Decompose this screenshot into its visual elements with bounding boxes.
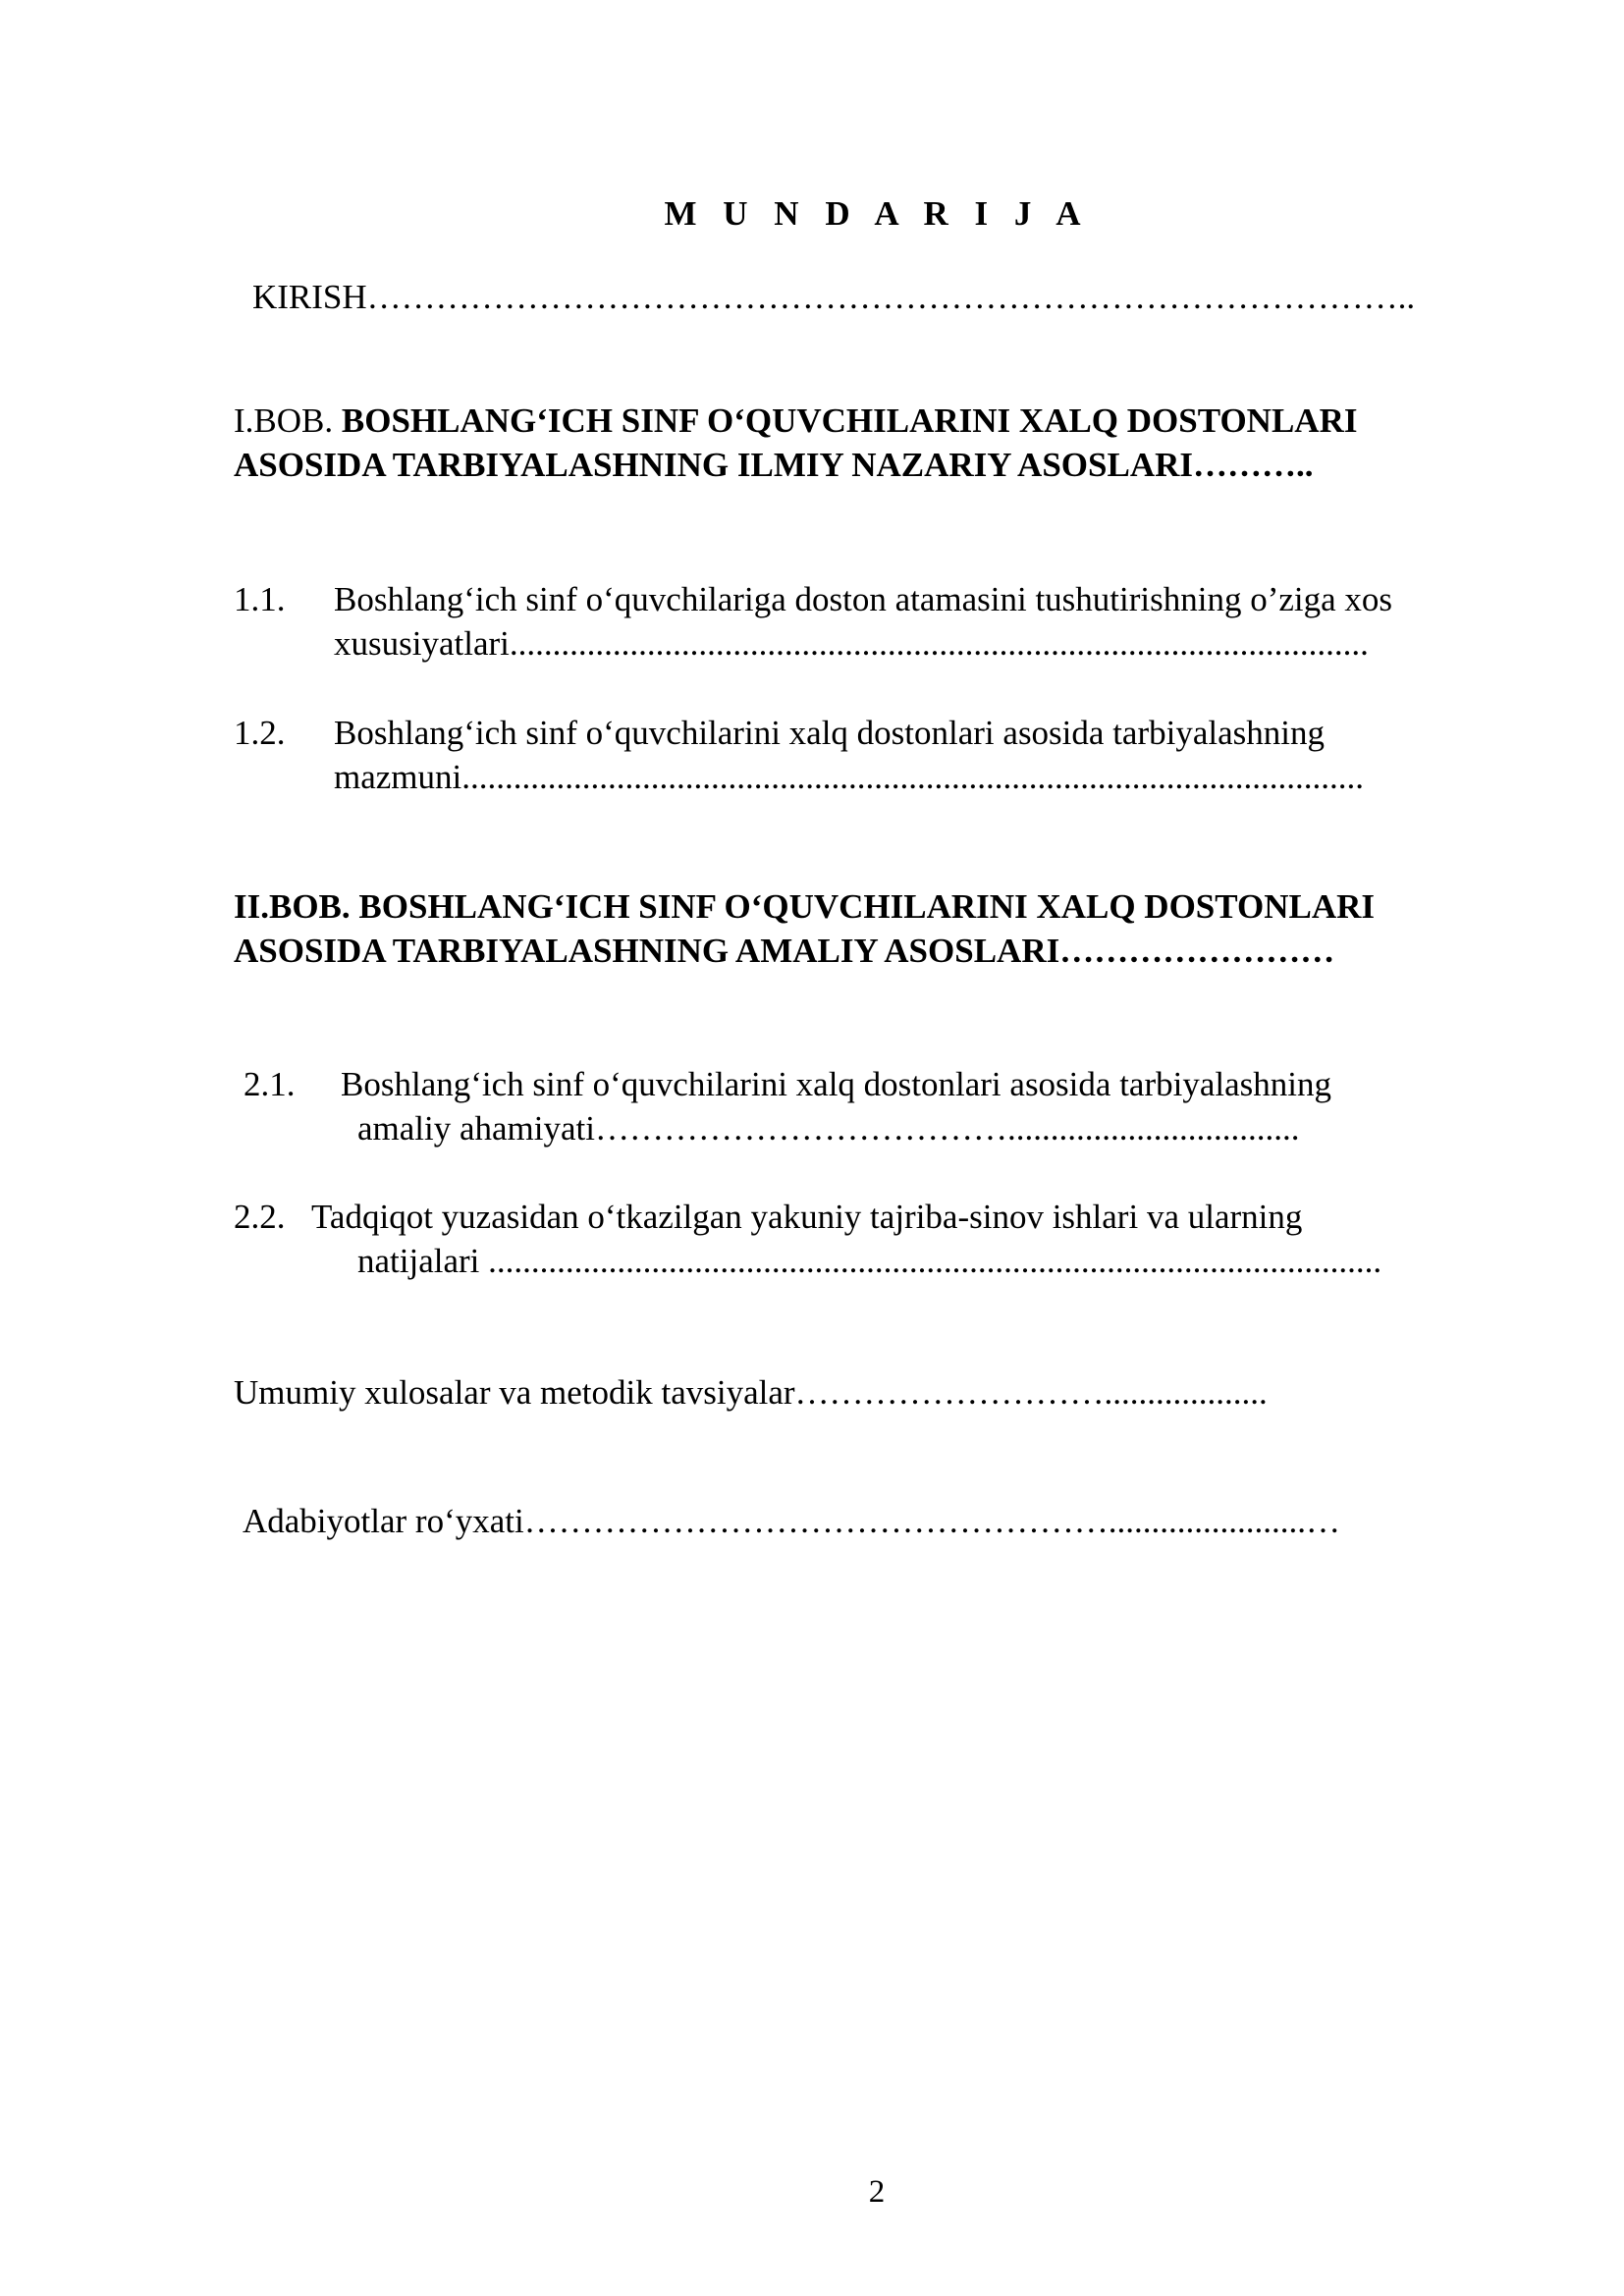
section-2-1-number: 2.1.: [244, 1065, 296, 1103]
chapter1-title-line1: BOSHLANG‘ICH SINF O‘QUVCHILARINI XALQ DOSTONLARI: [341, 401, 1358, 440]
chapter1-heading-line1: [234, 400, 1357, 443]
section-1-1-line2: xususiyatlari....................................................................................................: [334, 624, 1369, 663]
chapter2-title-line2: ASOSIDA TARBIYALASHNING AMALIY ASOSLARI……………………: [234, 932, 1335, 970]
chapter1-title-line2: ASOSIDA TARBIYALASHNING ILMIY NAZARIY ASOSLARI………..: [234, 446, 1314, 484]
section-1-2-line2: mazmuni.........................................................................................................: [334, 758, 1364, 796]
chapter1-prefix: I.BOB.: [234, 401, 342, 440]
toc-entry-references: Adabiyotlar ro‘yxati…………………………………………….......................…: [243, 1502, 1340, 1540]
page-number: 2: [868, 2174, 886, 2210]
section-2-1-line1: Boshlang‘ich sinf o‘quvchilarini xalq dostonlari asosida tarbiyalashning: [341, 1065, 1331, 1103]
section-1-1-line1: Boshlang‘ich sinf o‘quvchilariga doston atamasini tushutirishning o’ziga xos: [334, 580, 1393, 618]
chapter2-title-line1: II.BOB. BOSHLANG‘ICH SINF O‘QUVCHILARINI XALQ DOSTONLARI: [234, 887, 1376, 926]
section-2-2-line1: Tadqiqot yuzasidan o‘tkazilgan yakuniy tajriba-sinov ishlari va ularning: [311, 1198, 1303, 1236]
section-2-2-line2: natijalari ........................................................................................................: [357, 1242, 1382, 1280]
section-2-2-number: 2.2.: [234, 1198, 286, 1236]
toc-entry-kirish: KIRISH………………………………………………………………………………..: [252, 278, 1416, 316]
toc-title: M U N D A R I J A: [664, 194, 1090, 233]
section-1-1-number: 1.1.: [234, 580, 286, 618]
section-1-2-number: 1.2.: [234, 714, 286, 752]
section-2-1-line2: amaliy ahamiyati………………………………..................................: [357, 1109, 1300, 1148]
section-1-2-line1: Boshlang‘ich sinf o‘quvchilarini xalq dostonlari asosida tarbiyalashning: [334, 714, 1325, 752]
toc-entry-conclusions: Umumiy xulosalar va metodik tavsiyalar………………………...................: [234, 1373, 1268, 1412]
